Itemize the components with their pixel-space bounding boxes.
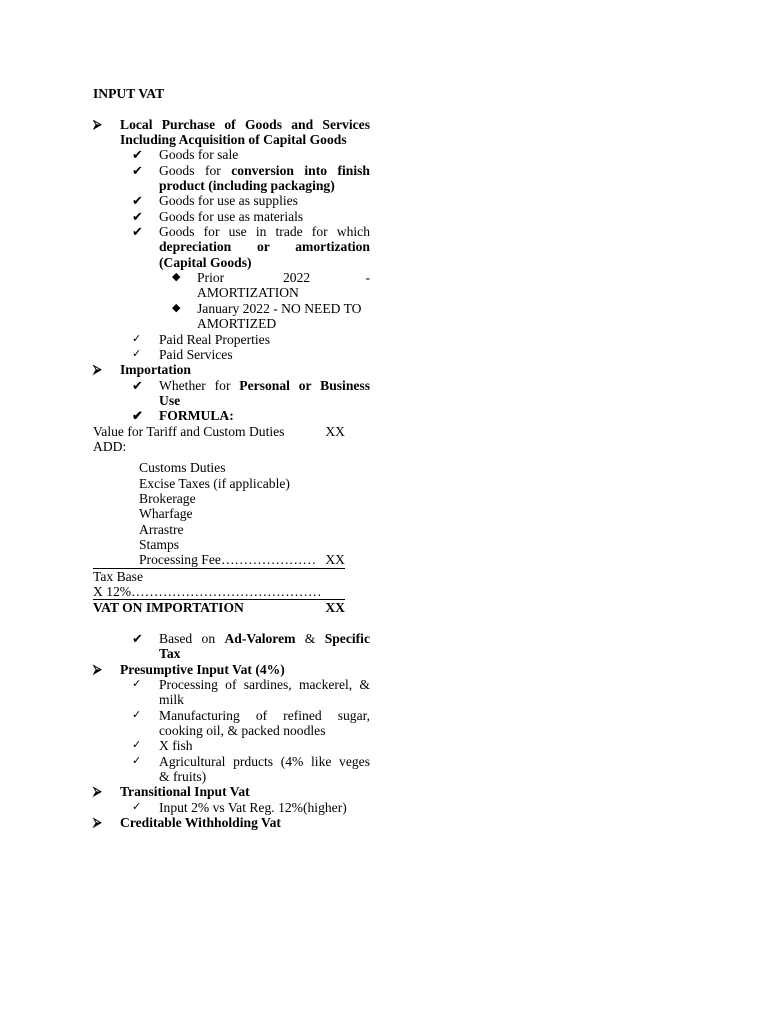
list-item: ✔ Goods for conversion into finish bbox=[132, 162, 370, 178]
sub-list-item-cont: AMORTIZATION bbox=[197, 285, 299, 301]
formula-item: Stamps bbox=[139, 536, 180, 552]
document-page bbox=[93, 86, 370, 831]
check-mark-icon: ✓ bbox=[132, 754, 142, 767]
list-item: ✔ Goods for use as materials bbox=[132, 208, 304, 224]
check-mark-icon: ✓ bbox=[132, 800, 142, 813]
formula-x12-row: X 12%…………………………………… bbox=[93, 584, 345, 600]
list-item: ✓ Manufacturing of refined sugar, bbox=[132, 707, 370, 723]
list-item: ✔ FORMULA: bbox=[132, 408, 234, 424]
check-mark-icon: ✓ bbox=[132, 678, 142, 691]
list-item: ✔ Whether for Personal or Business bbox=[132, 377, 370, 393]
section-presumptive-heading: ⮚ Presumptive Input Vat (4%) bbox=[93, 661, 285, 677]
formula-vat-importation-row: VAT ON IMPORTATION XX bbox=[93, 600, 345, 616]
section-local-purchase-heading-cont: Including Acquisition of Capital Goods bbox=[120, 132, 347, 148]
arrow-bullet-icon: ⮚ bbox=[93, 661, 102, 676]
check-mark-icon: ✔ bbox=[132, 408, 143, 424]
list-item-cont: & fruits) bbox=[159, 769, 207, 785]
list-item: ✓ Processing of sardines, mackerel, & bbox=[132, 677, 370, 693]
section-transitional-heading: ⮚ Transitional Input Vat bbox=[93, 784, 250, 800]
list-item: ✓ Input 2% vs Vat Reg. 12%(higher) bbox=[132, 799, 347, 815]
section-local-purchase-heading: ⮚ Local Purchase of Goods and Services bbox=[93, 116, 370, 132]
list-item: ✔ Goods for use in trade for which bbox=[132, 224, 370, 240]
check-mark-icon: ✓ bbox=[132, 739, 142, 752]
list-item: ✔ Goods for sale bbox=[132, 147, 239, 163]
formula-item: Arrastre bbox=[139, 521, 184, 537]
formula-item: Excise Taxes (if applicable) bbox=[139, 475, 290, 491]
list-item-cont: depreciation or amortization bbox=[159, 239, 370, 255]
sub-list-item: ◆ January 2022 - NO NEED TO bbox=[172, 300, 362, 316]
section-importation-heading: ⮚ Importation bbox=[93, 362, 191, 378]
formula-item: Brokerage bbox=[139, 490, 196, 506]
check-mark-icon: ✔ bbox=[132, 193, 143, 209]
formula-item: Customs Duties bbox=[139, 460, 226, 476]
check-mark-icon: ✔ bbox=[132, 631, 143, 647]
list-item: ✔ Goods for use as supplies bbox=[132, 193, 298, 209]
check-mark-icon: ✓ bbox=[132, 347, 142, 360]
list-item-cont: Tax bbox=[159, 646, 181, 662]
list-item-cont: product (including packaging) bbox=[159, 178, 335, 194]
sub-list-item-cont: AMORTIZED bbox=[197, 316, 277, 332]
check-mark-icon: ✔ bbox=[132, 208, 143, 224]
formula-item: Wharfage bbox=[139, 506, 193, 522]
section-creditable-heading: ⮚ Creditable Withholding Vat bbox=[93, 815, 281, 831]
list-item-cont: cooking oil, & packed noodles bbox=[159, 723, 326, 739]
check-mark-icon: ✔ bbox=[132, 377, 143, 393]
arrow-bullet-icon: ⮚ bbox=[93, 116, 102, 131]
arrow-bullet-icon: ⮚ bbox=[93, 362, 102, 377]
diamond-bullet-icon: ◆ bbox=[172, 271, 181, 284]
list-item: ✔ Based on Ad-Valorem & Specific bbox=[132, 631, 370, 647]
arrow-bullet-icon: ⮚ bbox=[93, 784, 102, 799]
check-mark-icon: ✔ bbox=[132, 162, 143, 178]
list-item: ✓ Paid Services bbox=[132, 346, 233, 362]
list-item: ✓ X fish bbox=[132, 738, 193, 754]
formula-value-row: Value for Tariff and Custom Duties XX bbox=[93, 423, 345, 439]
list-item: ✓ Paid Real Properties bbox=[132, 331, 270, 347]
list-item-cont: (Capital Goods) bbox=[159, 254, 252, 270]
list-item-cont: milk bbox=[159, 692, 184, 708]
list-item: ✓ Agricultural prducts (4% like veges bbox=[132, 753, 370, 769]
check-mark-icon: ✓ bbox=[132, 332, 142, 345]
arrow-bullet-icon: ⮚ bbox=[93, 815, 102, 830]
page-title: INPUT VAT bbox=[93, 86, 165, 101]
diamond-bullet-icon: ◆ bbox=[172, 301, 181, 314]
formula-add-label: ADD: bbox=[93, 438, 127, 454]
formula-tax-base: Tax Base bbox=[93, 568, 144, 584]
check-mark-icon: ✓ bbox=[132, 708, 142, 721]
check-mark-icon: ✔ bbox=[132, 147, 143, 163]
sub-list-item: ◆ Prior 2022 - bbox=[172, 270, 370, 286]
list-item-cont: Use bbox=[159, 392, 181, 408]
formula-processing-row: Processing Fee………………… XX bbox=[93, 552, 345, 568]
check-mark-icon: ✔ bbox=[132, 224, 143, 240]
